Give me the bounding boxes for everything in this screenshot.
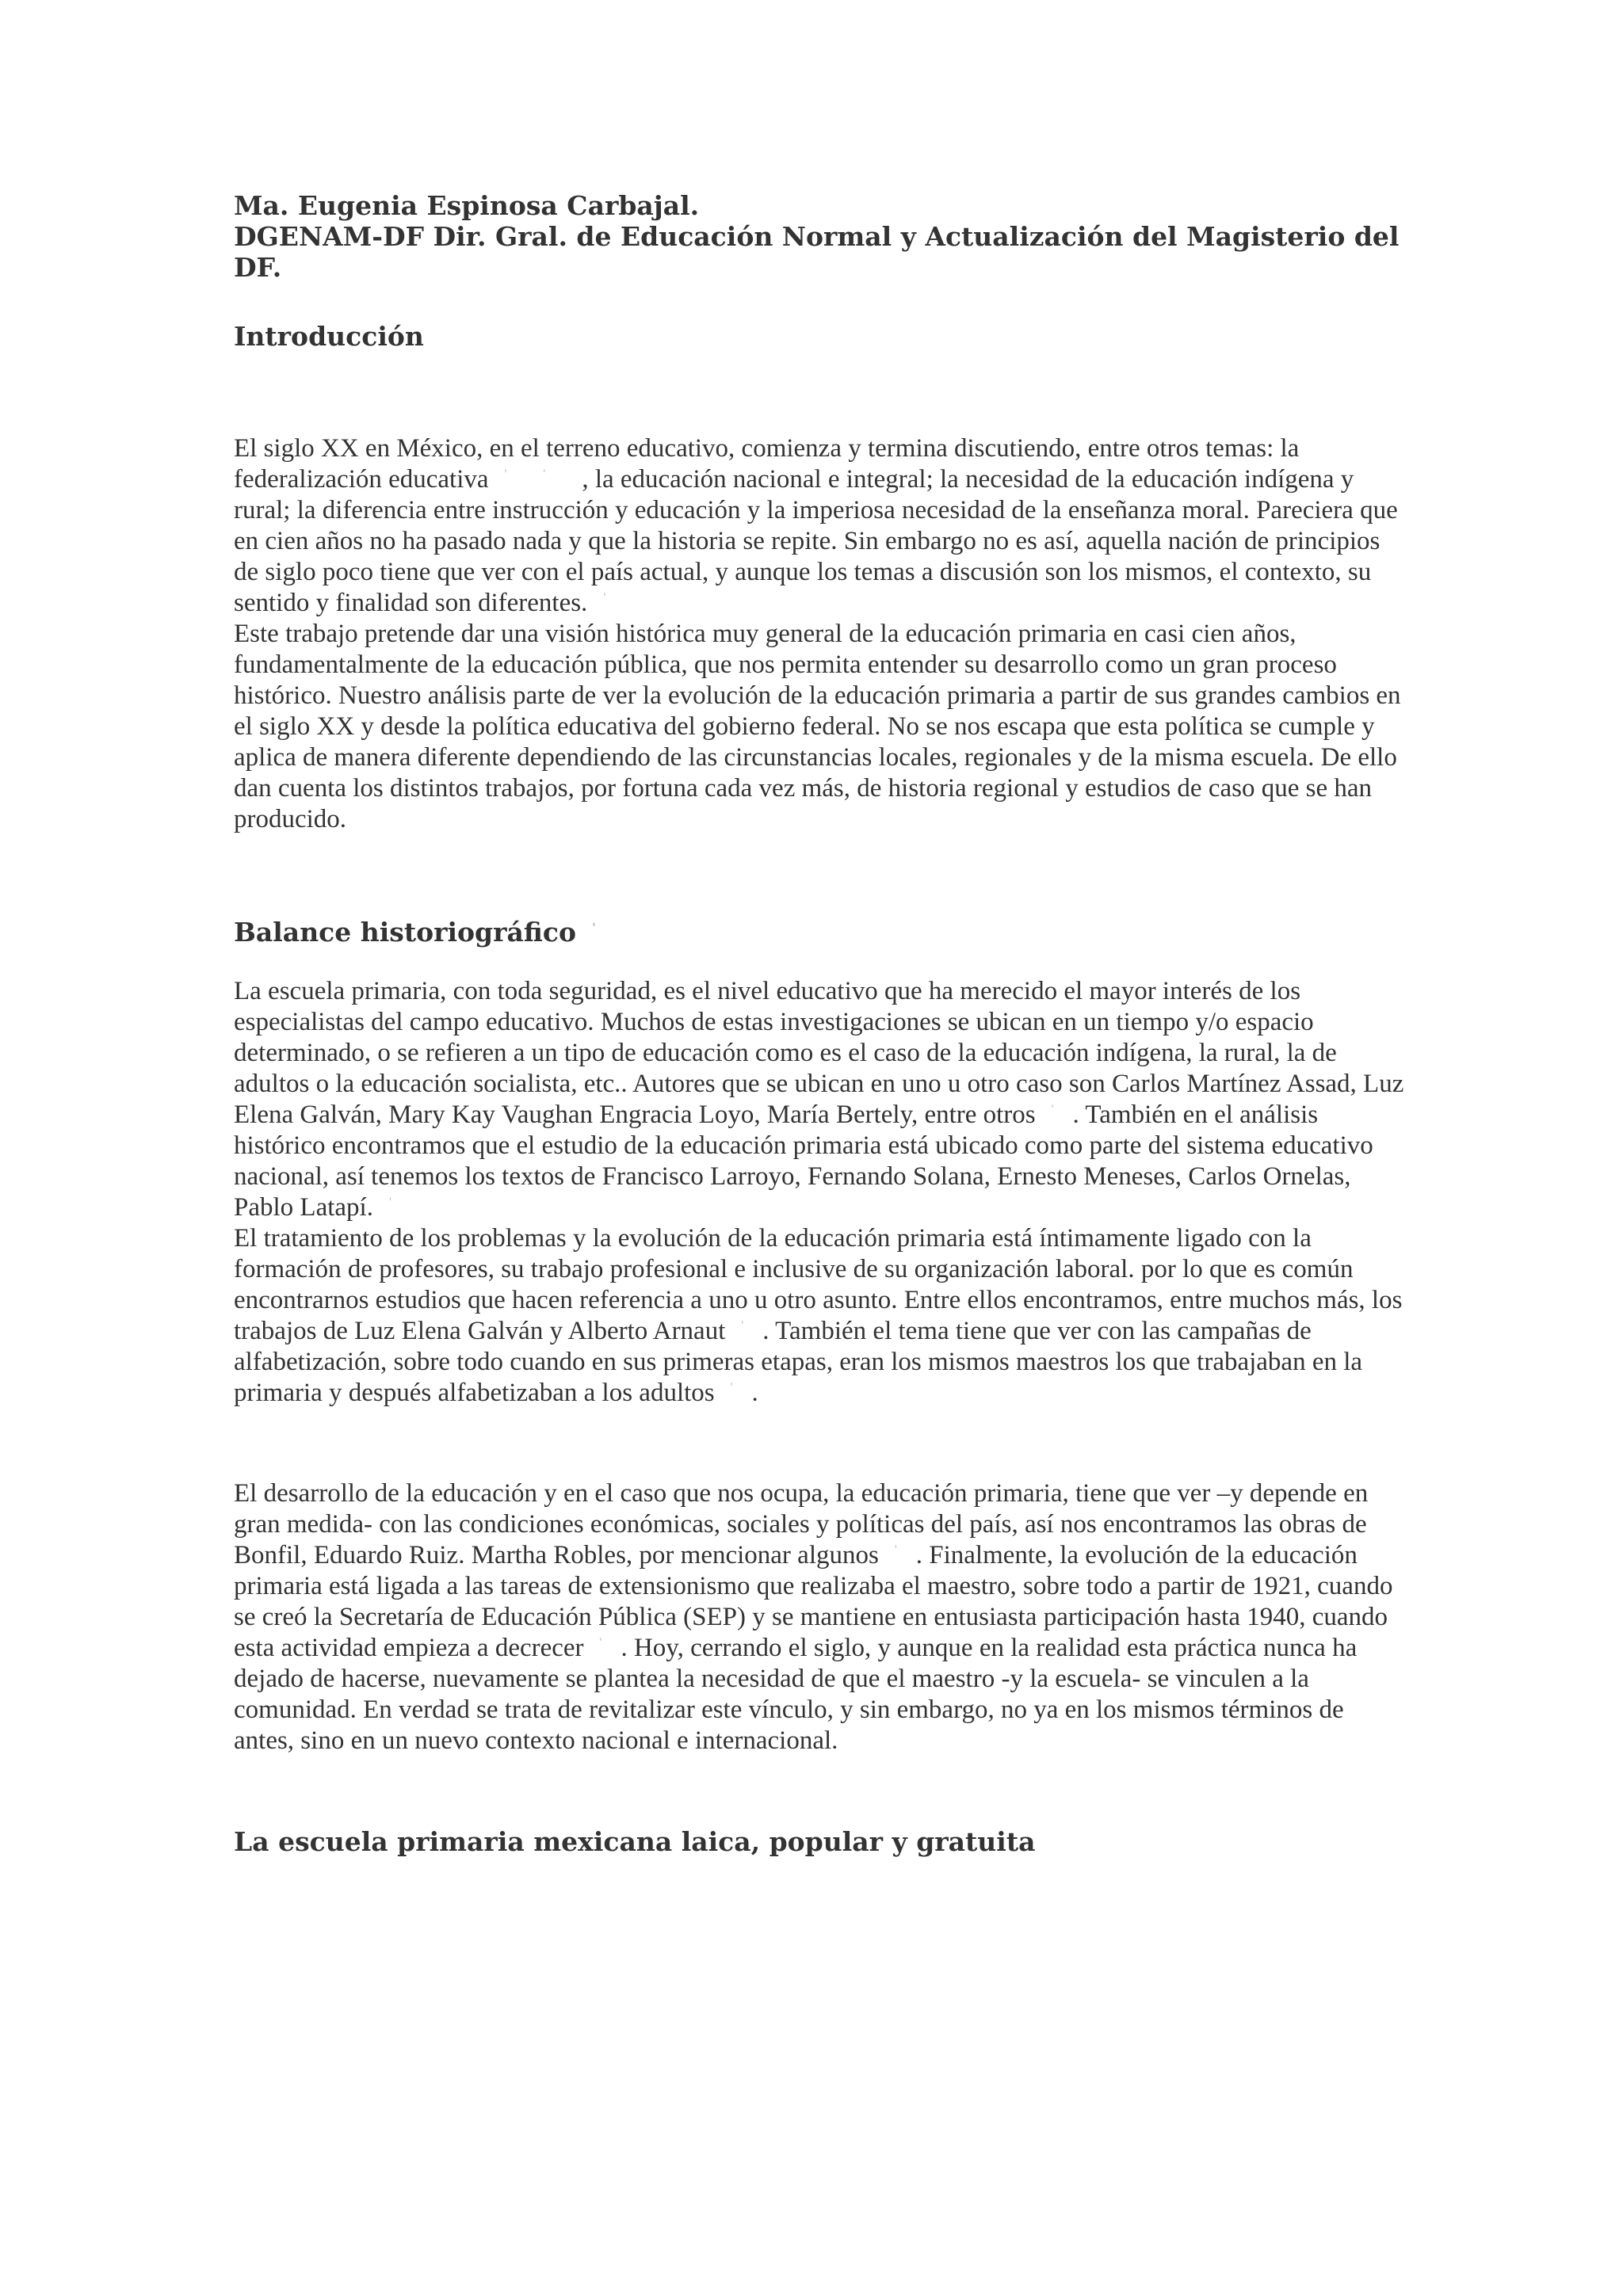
section-heading-balance-historiografico: Balance historiográfico ' xyxy=(234,917,596,948)
footnote-marker-icon[interactable]: ' xyxy=(730,1381,733,1394)
footnote-marker-icon[interactable]: ' xyxy=(592,920,596,935)
balance-paragraph-2: El tratamiento de los problemas y la evolución de la educación primaria está íntimamente ligado con la formación de profesores, su trabajo profesional e inclusive de su organización laboral. por lo que es común encontrarnos estudios que hacen referencia a uno u otro asunto. Entre ellos encontramos, entre muchos más, los trabajos de Luz Elena Galván y Alberto Arnaut ' . También el tema tiene que ver con las campañas de alfabetización, sobre todo cuando en sus primeras etapas, eran los mismos maestros los que trabajaban en la primaria y después alfabetizaban a los adultos ' . xyxy=(234,1224,1403,1407)
intro-paragraph-1: El siglo XX en México, en el terreno educativo, comienza y termina discutiendo, entre otros temas: la federalización educativa '', la educación nacional e integral; la necesidad de la educación indígena y rural; la diferencia entre instrucción y educación y la imperiosa necesidad de la enseñanza moral. Pareciera que en cien años no ha pasado nada y que la historia se repite. Sin embargo no es así, aquella nación de principios de siglo poco tiene que ver con el país actual, y aunque los temas a discusión son los mismos, el contexto, su sentido y finalidad son diferentes. ' xyxy=(234,434,1398,617)
balance-paragraph-1: La escuela primaria, con toda seguridad, es el nivel educativo que ha merecido el mayor interés de los especialistas del campo educativo. Muchos de estas investigaciones se ubican en un tiempo y/o espacio determinado, o se refieren a un tipo de educación como es el caso de la educación indígena, la rural, la de adultos o la educación socialista, etc.. Autores que se ubican en uno u otro caso son Carlos Martínez Assad, Luz Elena Galván, Mary Kay Vaughan Engracia Loyo, María Bertely, entre otros ' . También en el análisis histórico encontramos que el estudio de la educación primaria está ubicado como parte del sistema educativo nacional, así tenemos los textos de Francisco Larroyo, Fernando Solana, Ernesto Meneses, Carlos Ornelas, Pablo Latapí. ' xyxy=(234,977,1404,1222)
intro-paragraph-2: Este trabajo pretende dar una visión histórica muy general de la educación primaria en casi cien años, fundamentalmente de la educación pública, que nos permita entender su desarrollo como un gran proceso histórico. Nuestro análisis parte de ver la evolución de la educación primaria a partir de sus grandes cambios en el siglo XX y desde la política educativa del gobierno federal. No se nos escapa que esta política se cumple y aplica de manera diferente dependiendo de las circunstancias locales, regionales y de la misma escuela. De ello dan cuenta los distintos trabajos, por fortuna cada vez más, de historia regional y estudios de caso que se han producido. xyxy=(234,620,1401,833)
footnote-marker-icon[interactable]: ' xyxy=(599,1636,602,1650)
spacer xyxy=(234,948,1407,976)
footnote-marker-icon[interactable]: ' xyxy=(894,1543,897,1557)
spacer xyxy=(234,1409,1407,1478)
spacer xyxy=(234,1756,1407,1826)
footnote-marker-icon[interactable]: '' xyxy=(504,467,582,481)
spacer xyxy=(234,835,1407,917)
author-name: Ma. Eugenia Espinosa Carbajal. xyxy=(234,190,700,221)
section-heading-introduccion: Introducción xyxy=(234,321,424,352)
spacer xyxy=(234,283,1407,321)
section-heading-escuela-primaria: La escuela primaria mexicana laica, popular y gratuita xyxy=(234,1826,1036,1857)
spacer xyxy=(234,352,1407,433)
footnote-marker-icon[interactable]: ' xyxy=(388,1196,391,1209)
author-institution: DGENAM-DF Dir. Gral. de Educación Normal y Actualización del Magisterio del DF. xyxy=(234,221,1400,283)
balance-paragraph-3: El desarrollo de la educación y en el caso que nos ocupa, la educación primaria, tiene que ver –y depende en gran medida- con las condiciones económicas, sociales y políticas del país, así nos encontramos las obras de Bonfil, Eduardo Ruiz. Martha Robles, por mencionar algunos ' . Finalmente, la evolución de la educación primaria está ligada a las tareas de extensionismo que realizaba el maestro, sobre todo a partir de 1921, cuando se creó la Secretaría de Educación Pública (SEP) y se mantiene en entusiasta participación hasta 1940, cuando esta actividad empieza a decrecer ' . Hoy, cerrando el siglo, y aunque en la realidad esta práctica nunca ha dejado de hacerse, nuevamente se plantea la necesidad de que el maestro -y la escuela- se vinculen a la comunidad. En verdad se trata de revitalizar este vínculo, y sin embargo, no ya en los mismos términos de antes, sino en un nuevo contexto nacional e internacional. xyxy=(234,1479,1393,1755)
footnote-marker-icon[interactable]: ' xyxy=(1051,1103,1054,1116)
footnote-marker-icon[interactable]: ' xyxy=(603,591,606,605)
document-content xyxy=(234,190,1407,1857)
footnote-marker-icon[interactable]: ' xyxy=(741,1319,744,1333)
